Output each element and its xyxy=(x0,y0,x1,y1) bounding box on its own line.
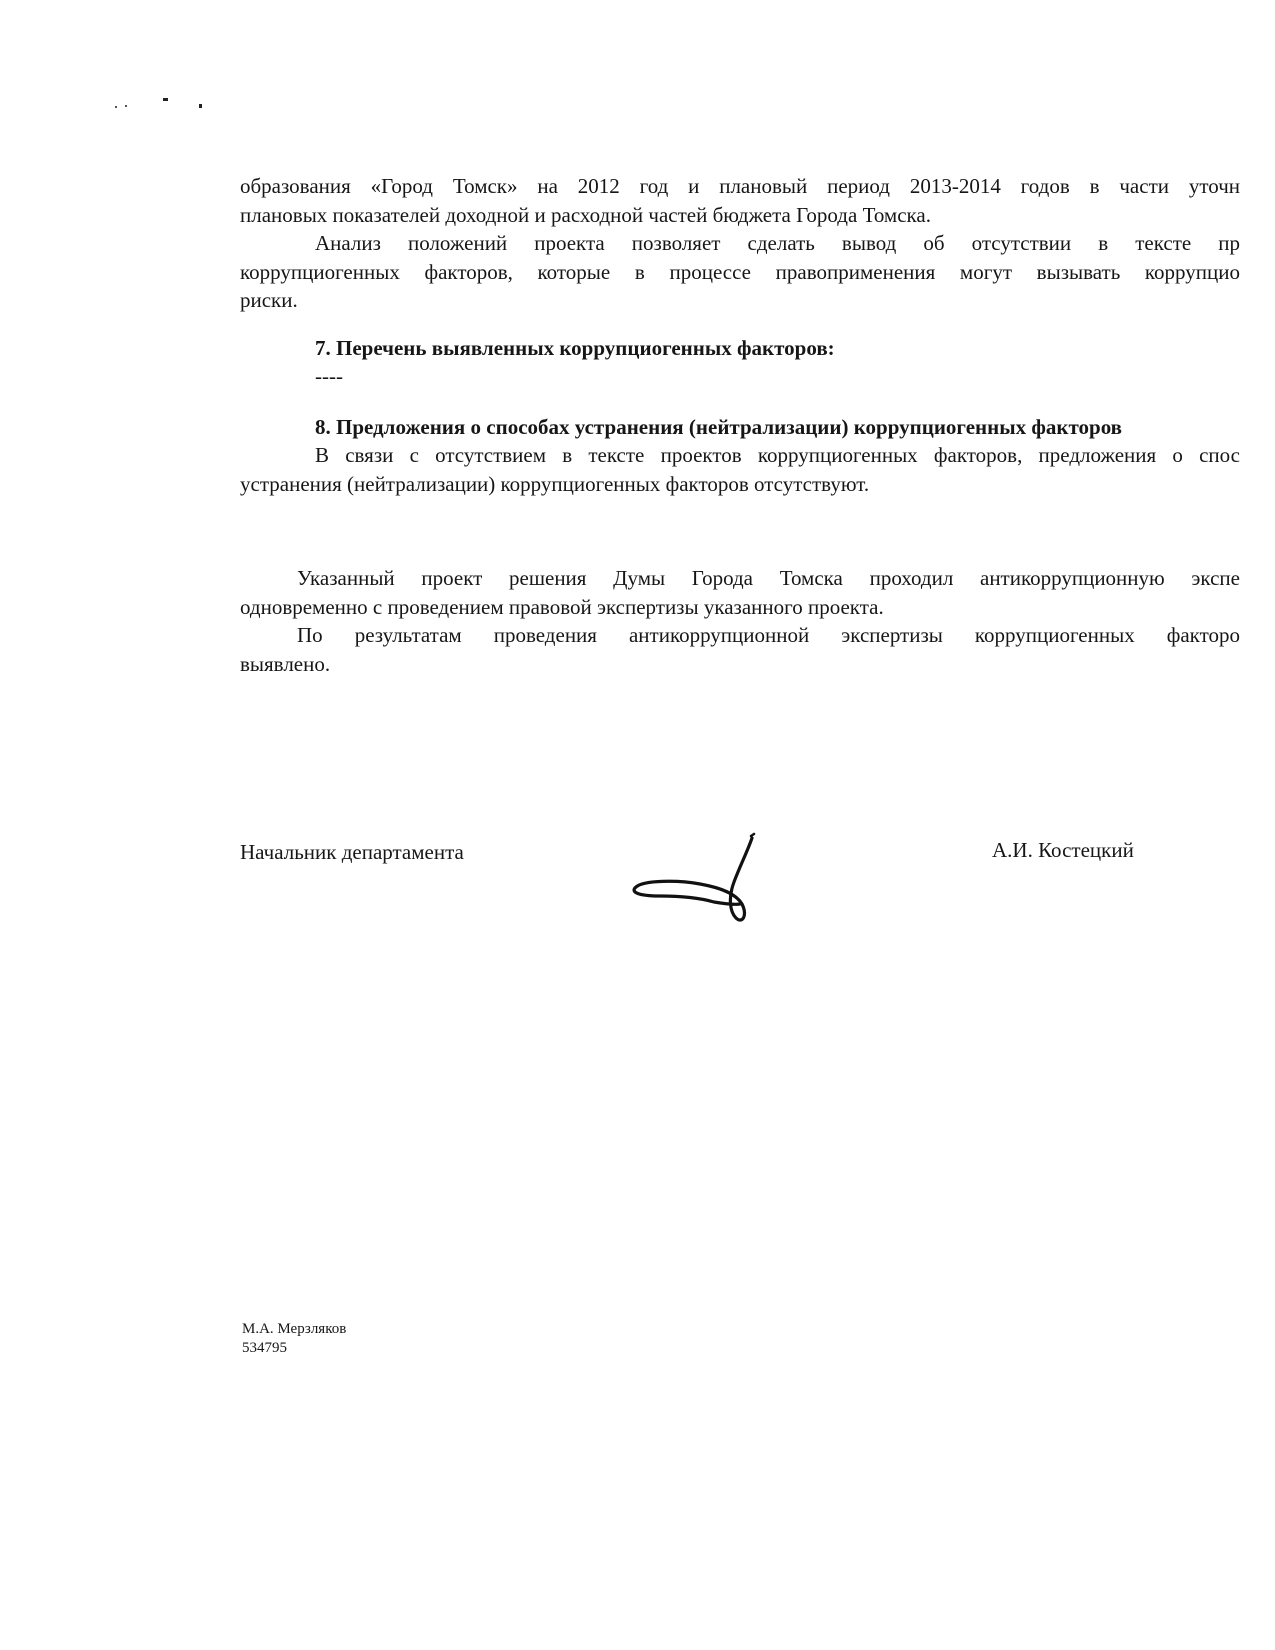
body-line xyxy=(240,441,1275,470)
executor-name: М.А. Мерзляков xyxy=(242,1321,347,1337)
signatory-name: А.И. Костецкий xyxy=(992,838,1134,862)
section-8-line-1: В связи с отсутствием в тексте проектов коррупциогенных факторов, предложения о спос xyxy=(315,443,1240,467)
section-7-content: ---- xyxy=(315,364,343,388)
body-line xyxy=(240,564,1275,593)
signature-block xyxy=(240,832,1200,932)
scan-artifact-marks xyxy=(115,96,215,116)
conclusion-paragraph-1-line-1: Указанный проект решения Думы Города Томска проходил антикоррупционную экспе xyxy=(297,566,1240,590)
body-line xyxy=(240,258,1275,287)
paragraph-2-line-3: риски. xyxy=(240,288,298,312)
executor-phone: 534795 xyxy=(242,1340,287,1356)
conclusion-paragraph-2-line-2: выявлено. xyxy=(240,651,331,676)
document-body xyxy=(240,172,1275,678)
section-8-heading: 8. Предложения о способах устранения (нейтрализации) коррупциогенных факторов xyxy=(315,414,1123,439)
body-line xyxy=(240,229,1275,258)
body-line xyxy=(240,621,1275,650)
conclusion-paragraph-2-line-1: По результатам проведения антикоррупционной экспертизы коррупциогенных факторо xyxy=(297,623,1240,647)
body-line xyxy=(240,172,1275,201)
signatory-position: Начальник департамента xyxy=(240,840,464,864)
section-8-line-2: устранения (нейтрализации) коррупциогенных факторов отсутствуют. xyxy=(240,471,870,496)
paragraph-1-line-2: плановых показателей доходной и расходной частей бюджета Города Томска. xyxy=(240,202,931,227)
executor-info xyxy=(242,1320,346,1358)
conclusion-paragraph-1-line-2: одновременно с проведением правовой экспертизы указанного проекта. xyxy=(240,594,884,619)
paragraph-2-line-1: Анализ положений проекта позволяет сделать вывод об отсутствии в тексте пр xyxy=(315,231,1240,255)
paragraph-1-line-1: образования «Город Томск» на 2012 год и плановый период 2013-2014 годов в части уточн xyxy=(240,174,1240,198)
paragraph-2-line-2: коррупциогенных факторов, которые в процессе правоприменения могут вызывать коррупцио xyxy=(240,259,1240,284)
section-7-heading: 7. Перечень выявленных коррупциогенных факторов: xyxy=(315,335,835,360)
handwritten-signature xyxy=(630,832,770,927)
